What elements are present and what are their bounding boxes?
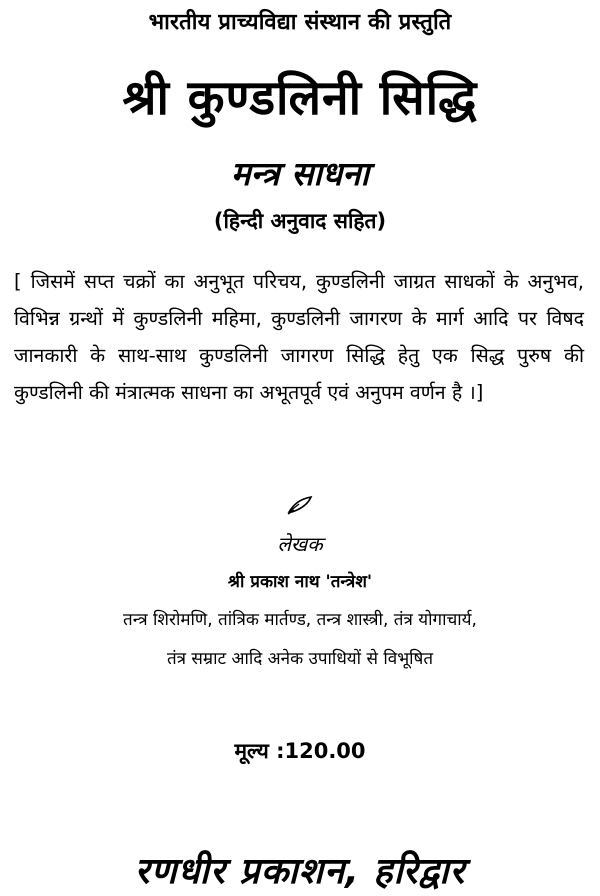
book-title: श्री कुण्डलिनी सिद्धि	[122, 70, 478, 126]
pen-nib-icon	[286, 494, 314, 516]
book-description: [ जिसमें सप्त चक्रों का अनुभूत परिचय, कुण्डलिनी जाग्रत साधकों के अनुभव, विभिन्न ग्रन्थों में कुण्डलिनी महिमा, कुण्डलिनी जागरण के मार्ग आदि पर विषद जानकारी के साथ-साथ कुण्डलिनी जागरण सिद्धि हेतु एक सिद्ध पुरुष की कुण्डलिनी की मंत्रात्मक साधना का अभूतपूर्व एवं अनुपम वर्णन है ।]	[14, 270, 584, 404]
publisher: रणधीर प्रकाशन, हरिद्वार	[134, 851, 466, 892]
author-name: श्री प्रकाश नाथ 'तन्त्रेश'	[227, 572, 373, 592]
presenter-line: भारतीय प्राच्यविद्या संस्थान की प्रस्तुति	[148, 10, 452, 35]
translation-note: (हिन्दी अनुवाद सहित)	[213, 209, 387, 233]
author-heading: लेखक	[277, 532, 323, 556]
author-titles-line-1: तन्त्र शिरोमणि, तांत्रिक मार्तण्ड, तन्त्र शास्त्री, तंत्र योगाचार्य,	[123, 610, 477, 630]
book-subtitle: मन्त्र साधना	[230, 154, 370, 193]
price: मूल्य :120.00	[234, 739, 366, 763]
author-titles-line-2: तंत्र सम्राट आदि अनेक उपाधियों से विभूषित	[166, 649, 434, 669]
